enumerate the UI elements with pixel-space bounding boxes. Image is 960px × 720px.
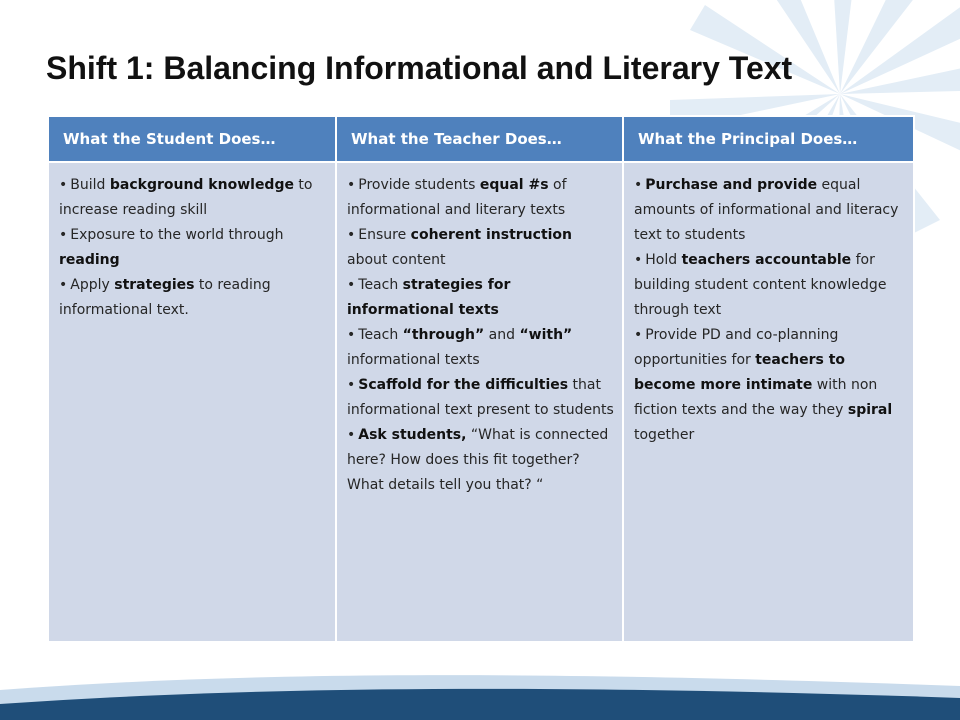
- emphasis-text: teachers to become more intimate: [634, 352, 846, 393]
- bullet-icon: •: [347, 377, 356, 393]
- item-text: Ensure: [358, 227, 411, 243]
- emphasis-text: Ask students,: [358, 427, 467, 443]
- item-text: Provide students: [358, 177, 480, 193]
- item-text: and: [484, 327, 520, 343]
- emphasis-text: teachers accountable: [681, 252, 852, 268]
- header-teacher: What the Teacher Does…: [336, 116, 623, 162]
- item-text: for building student content knowledge through text: [634, 252, 887, 318]
- shift-table: [47, 115, 915, 643]
- item-text: with non fiction texts and the way they: [634, 377, 878, 418]
- item-text: equal amounts of informational and literacy text to students: [634, 177, 899, 243]
- list-item: [634, 173, 905, 248]
- emphasis-text: Scaffold for the difficulties: [358, 377, 569, 393]
- bullet-icon: •: [347, 227, 356, 243]
- item-text: together: [634, 427, 695, 443]
- emphasis-text: equal #s: [479, 177, 549, 193]
- bullet-icon: •: [59, 227, 68, 243]
- header-principal: What the Principal Does…: [623, 116, 914, 162]
- emphasis-text: “through”: [402, 327, 485, 343]
- bullet-icon: •: [634, 177, 643, 193]
- item-text: to reading informational text.: [59, 277, 271, 318]
- list-item: [347, 273, 614, 323]
- list-item: [59, 173, 327, 223]
- emphasis-text: reading: [59, 252, 120, 268]
- bullet-icon: •: [634, 327, 643, 343]
- bullet-icon: •: [59, 277, 68, 293]
- principal-list: [634, 173, 905, 448]
- bullet-icon: •: [59, 177, 68, 193]
- bullet-icon: •: [347, 177, 356, 193]
- item-text: “What is connected here? How does this fit together? What details tell you that? “: [347, 427, 609, 493]
- list-item: [59, 273, 327, 323]
- teacher-list: [347, 173, 614, 498]
- emphasis-text: strategies for informational texts: [347, 277, 511, 318]
- emphasis-text: “with”: [519, 327, 573, 343]
- list-item: [347, 373, 614, 423]
- bullet-icon: •: [347, 427, 356, 443]
- emphasis-text: strategies: [114, 277, 195, 293]
- list-item: [347, 323, 614, 373]
- list-item: [59, 223, 327, 273]
- header-student: What the Student Does…: [48, 116, 336, 162]
- student-list: [59, 173, 327, 323]
- item-text: Apply: [70, 277, 115, 293]
- table-header-row: [48, 116, 914, 162]
- emphasis-text: coherent instruction: [410, 227, 573, 243]
- emphasis-text: Purchase and provide: [645, 177, 818, 193]
- list-item: [347, 223, 614, 273]
- table-row: [48, 162, 914, 642]
- list-item: [347, 173, 614, 223]
- item-text: of informational and literary texts: [347, 177, 567, 218]
- item-text: to increase reading skill: [59, 177, 313, 218]
- teacher-cell: [336, 162, 623, 642]
- item-text: Provide PD and co-planning opportunities for: [634, 327, 839, 368]
- item-text: Teach: [358, 327, 403, 343]
- list-item: [347, 423, 614, 498]
- list-item: [634, 248, 905, 323]
- list-item: [634, 323, 905, 448]
- emphasis-text: background knowledge: [109, 177, 294, 193]
- item-text: informational texts: [347, 352, 480, 368]
- item-text: Hold: [645, 252, 682, 268]
- item-text: Teach: [358, 277, 403, 293]
- bottom-wave-band: [0, 660, 960, 720]
- item-text: Exposure to the world through: [70, 227, 284, 243]
- bullet-icon: •: [347, 277, 356, 293]
- principal-cell: [623, 162, 914, 642]
- bullet-icon: •: [347, 327, 356, 343]
- item-text: Build: [70, 177, 110, 193]
- bullet-icon: •: [634, 252, 643, 268]
- item-text: about content: [347, 252, 446, 268]
- emphasis-text: spiral: [847, 402, 893, 418]
- item-text: that informational text present to students: [347, 377, 614, 418]
- student-cell: [48, 162, 336, 642]
- slide-title: Shift 1: Balancing Informational and Literary Text: [46, 50, 793, 86]
